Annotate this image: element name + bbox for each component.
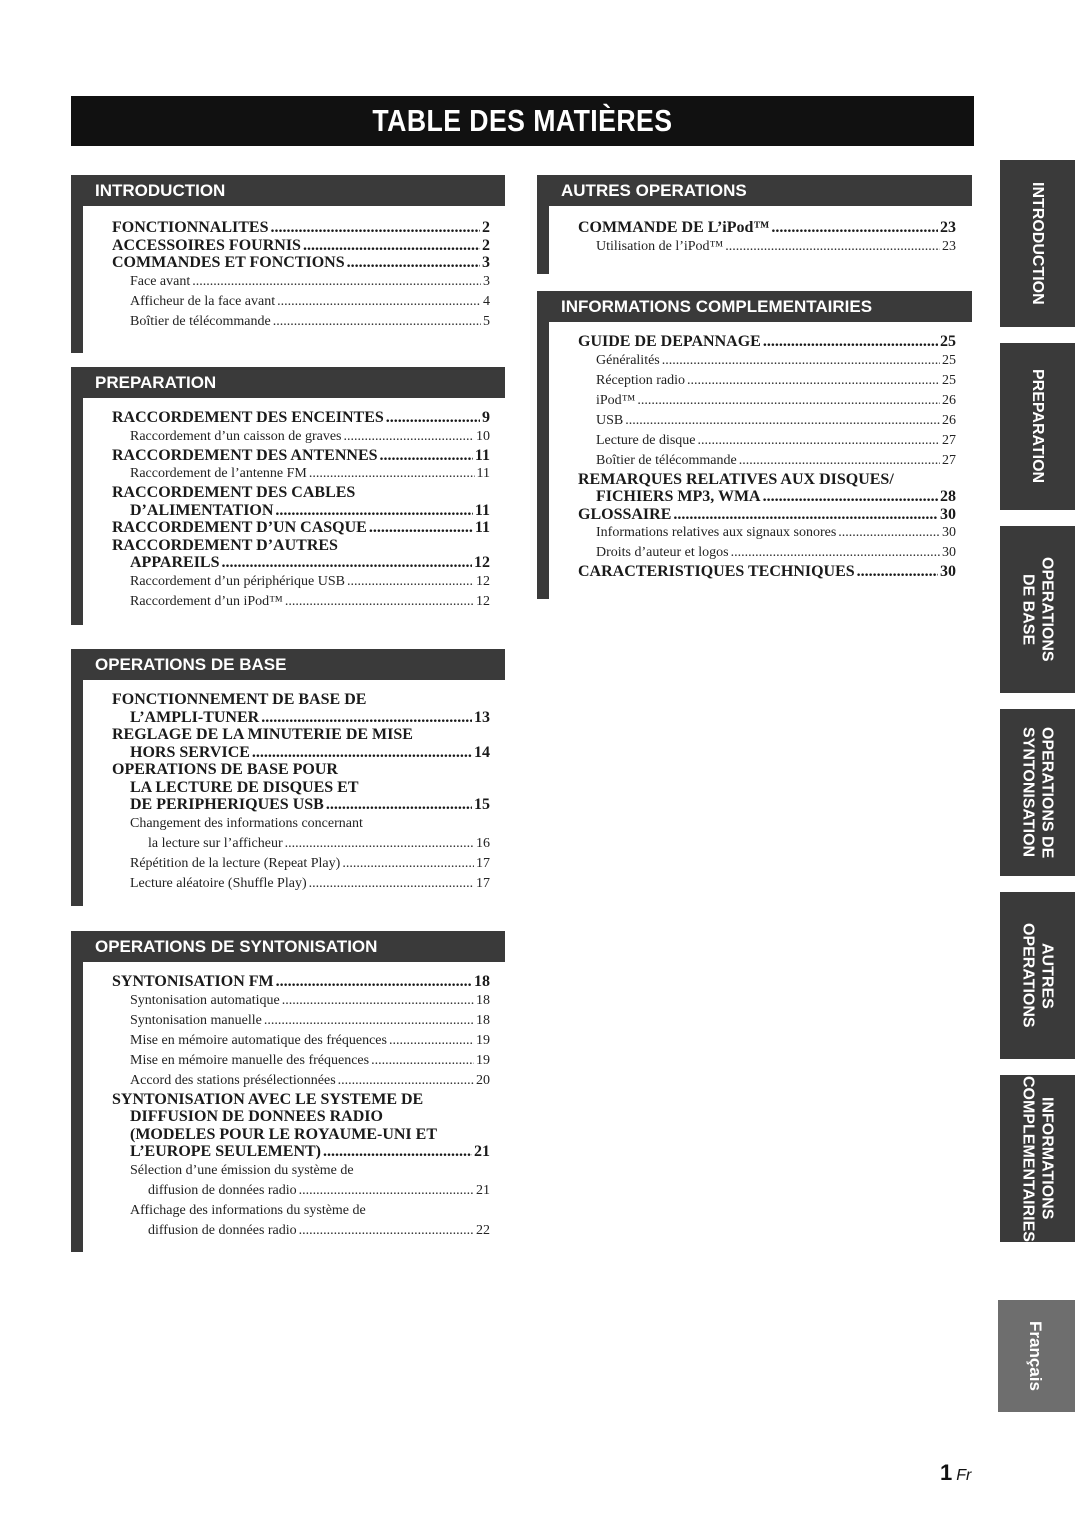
toc-entry-page: 26 bbox=[942, 392, 956, 408]
dot-leader bbox=[275, 502, 472, 520]
page-title: TABLE DES MATIÈRES bbox=[71, 96, 974, 146]
dot-leader bbox=[303, 237, 480, 255]
toc-entry-page: 25 bbox=[942, 352, 956, 368]
tab-language[interactable] bbox=[998, 1300, 1075, 1412]
toc-entry-page: 19 bbox=[476, 1032, 490, 1048]
toc-entry-title: Réception radio bbox=[596, 372, 686, 388]
toc-entry-title: L’EUROPE SEULEMENT) bbox=[130, 1143, 321, 1160]
toc-entry-title: GUIDE DE DEPANNAGE bbox=[578, 333, 761, 350]
toc-entry[interactable] bbox=[112, 1108, 490, 1126]
toc-entry-title: CARACTERISTIQUES TECHNIQUES bbox=[578, 563, 855, 580]
toc-entry-page: 11 bbox=[474, 446, 490, 464]
dot-leader bbox=[261, 709, 472, 727]
toc-entry-title: FICHIERS MP3, WMA bbox=[596, 488, 761, 505]
toc-entry-title: GLOSSAIRE bbox=[578, 505, 672, 523]
dot-leader bbox=[309, 464, 475, 484]
toc-entry-title: Accord des stations présélectionnées bbox=[130, 1072, 336, 1088]
toc-entry[interactable] bbox=[112, 1143, 490, 1161]
tab-label: PREPARATION bbox=[1029, 369, 1046, 484]
toc-entry-title: DIFFUSION DE DONNEES RADIO bbox=[130, 1108, 383, 1125]
dot-leader bbox=[276, 973, 472, 991]
toc-entry-title: Mise en mémoire manuelle des fréquences bbox=[130, 1052, 370, 1068]
dot-leader bbox=[282, 991, 474, 1011]
dot-leader bbox=[725, 237, 940, 257]
section-bar bbox=[537, 322, 549, 599]
toc-entry-page: 28 bbox=[940, 488, 956, 505]
section-bar bbox=[71, 398, 83, 625]
tab-label: AUTRES OPERATIONS bbox=[1019, 923, 1056, 1028]
tab-preparation[interactable] bbox=[1000, 343, 1075, 510]
toc-entry-title: (MODELES POUR LE ROYAUME-UNI ET bbox=[130, 1125, 437, 1143]
toc-entry[interactable] bbox=[112, 973, 490, 991]
tab-operations-de-base[interactable] bbox=[1000, 526, 1075, 693]
toc-entry-title: COMMANDES ET FONCTIONS bbox=[112, 254, 345, 271]
toc-entry-title: Sélection d’une émission du système de bbox=[130, 1162, 354, 1178]
dot-leader bbox=[771, 219, 938, 237]
page-number bbox=[940, 1460, 971, 1486]
dot-leader bbox=[386, 409, 480, 427]
toc-entry-title: RACCORDEMENT DES ANTENNES bbox=[112, 446, 378, 464]
toc-entry[interactable] bbox=[112, 854, 490, 874]
dot-leader bbox=[264, 1011, 474, 1031]
toc-entry-title: LA LECTURE DE DISQUES ET bbox=[130, 778, 359, 796]
toc-list bbox=[112, 691, 490, 894]
dot-leader bbox=[323, 1143, 472, 1161]
dot-leader bbox=[309, 874, 474, 894]
dot-leader bbox=[285, 834, 474, 854]
toc-entry-title: Raccordement d’un iPod™ bbox=[130, 593, 283, 609]
toc-entry[interactable] bbox=[112, 1071, 490, 1091]
section-heading: INTRODUCTION bbox=[71, 175, 505, 206]
toc-entry-title: ACCESSOIRES FOURNIS bbox=[112, 236, 301, 254]
toc-entry[interactable] bbox=[112, 502, 490, 520]
toc-entry-page: 14 bbox=[474, 743, 490, 761]
toc-entry-title: Afficheur de la face avant bbox=[130, 293, 276, 309]
toc-entry[interactable] bbox=[112, 1161, 490, 1181]
toc-entry-title: Mise en mémoire automatique des fréquences bbox=[130, 1032, 387, 1048]
section-operations-de-base bbox=[71, 649, 505, 906]
dot-leader bbox=[299, 1181, 474, 1201]
toc-entry-title: Boîtier de télécommande bbox=[130, 313, 271, 329]
toc-entry[interactable] bbox=[112, 834, 490, 854]
toc-entry[interactable] bbox=[112, 1126, 490, 1144]
toc-entry[interactable] bbox=[578, 523, 956, 543]
dot-leader bbox=[637, 391, 940, 411]
toc-entry[interactable] bbox=[112, 1011, 490, 1031]
toc-entry[interactable] bbox=[578, 431, 956, 451]
toc-entry-title: Répétition de la lecture (Repeat Play) bbox=[130, 855, 341, 871]
toc-entry[interactable] bbox=[112, 254, 490, 272]
toc-entry-page: 11 bbox=[474, 501, 490, 519]
toc-entry-title: Généralités bbox=[596, 352, 660, 368]
toc-entry-page: 13 bbox=[474, 708, 490, 726]
toc-entry-page: 22 bbox=[476, 1222, 490, 1238]
section-autres-operations bbox=[537, 175, 972, 274]
section-bar bbox=[537, 206, 549, 274]
toc-entry-page: 21 bbox=[476, 1182, 490, 1198]
toc-entry-page: 27 bbox=[942, 452, 956, 468]
toc-entry-title: Lecture aléatoire (Shuffle Play) bbox=[130, 875, 307, 891]
dot-leader bbox=[285, 592, 474, 612]
toc-entry-page: 17 bbox=[476, 875, 490, 891]
toc-entry-page: 5 bbox=[483, 313, 490, 329]
dot-leader bbox=[662, 351, 940, 371]
dot-leader bbox=[270, 219, 480, 237]
toc-entry-page: 12 bbox=[474, 554, 490, 571]
toc-entry[interactable] bbox=[112, 409, 490, 427]
toc-entry-page: 12 bbox=[476, 573, 490, 589]
toc-entry[interactable] bbox=[112, 554, 490, 572]
toc-entry-page: 18 bbox=[476, 1012, 490, 1028]
page-number-value: 1 bbox=[940, 1460, 953, 1485]
toc-entry[interactable] bbox=[112, 1181, 490, 1201]
dot-leader bbox=[731, 543, 940, 563]
toc-entry[interactable] bbox=[112, 1031, 490, 1051]
tab-introduction[interactable] bbox=[1000, 160, 1075, 327]
toc-entry[interactable] bbox=[112, 744, 490, 762]
toc-entry-title: Syntonisation automatique bbox=[130, 992, 280, 1008]
section-bar bbox=[71, 206, 83, 353]
toc-entry-page: 19 bbox=[476, 1052, 490, 1068]
toc-entry[interactable] bbox=[578, 351, 956, 371]
toc-entry[interactable] bbox=[112, 691, 490, 709]
toc-list bbox=[112, 973, 490, 1241]
section-heading: INFORMATIONS COMPLEMENTAIRIES bbox=[537, 291, 972, 322]
toc-entry-title: Face avant bbox=[130, 273, 191, 289]
dot-leader bbox=[857, 563, 938, 581]
toc-entry-title: RACCORDEMENT DES CABLES bbox=[112, 484, 356, 501]
section-heading: AUTRES OPERATIONS bbox=[537, 175, 972, 206]
section-heading: OPERATIONS DE BASE bbox=[71, 649, 505, 680]
toc-entry[interactable] bbox=[112, 447, 490, 465]
toc-entry-title: COMMANDE DE L’iPod™ bbox=[578, 219, 770, 236]
dot-leader bbox=[389, 1031, 474, 1051]
toc-entry-title: OPERATIONS DE BASE POUR bbox=[112, 761, 338, 778]
toc-entry[interactable] bbox=[112, 537, 490, 555]
toc-entry-title: L’AMPLI-TUNER bbox=[130, 708, 260, 726]
toc-entry-title: RACCORDEMENT DES ENCEINTES bbox=[112, 409, 384, 426]
toc-entry-title: Informations relatives aux signaux sonores bbox=[596, 525, 837, 540]
section-bar bbox=[71, 680, 83, 906]
toc-list bbox=[112, 409, 490, 612]
toc-entry-title: RACCORDEMENT D’UN CASQUE bbox=[112, 519, 367, 536]
toc-entry[interactable] bbox=[112, 796, 490, 814]
toc-entry-title: iPod™ bbox=[596, 392, 636, 408]
toc-entry-title: Boîtier de télécommande bbox=[596, 452, 737, 468]
toc-entry-title: Raccordement de l’antenne FM bbox=[130, 466, 307, 481]
toc-entry-title: APPAREILS bbox=[130, 554, 220, 571]
toc-entry[interactable] bbox=[578, 333, 956, 351]
dot-leader bbox=[687, 371, 940, 391]
section-introduction bbox=[71, 175, 505, 353]
toc-entry[interactable] bbox=[112, 874, 490, 894]
tab-label: Français bbox=[1026, 1321, 1045, 1391]
toc-entry[interactable] bbox=[578, 391, 956, 411]
toc-entry-title: D’ALIMENTATION bbox=[130, 501, 274, 519]
toc-entry[interactable] bbox=[112, 814, 490, 834]
dot-leader bbox=[347, 254, 480, 272]
toc-entry-title: diffusion de données radio bbox=[148, 1182, 297, 1198]
dot-leader bbox=[273, 312, 481, 332]
dot-leader bbox=[192, 272, 481, 292]
toc-entry-page: 25 bbox=[940, 333, 956, 350]
toc-entry[interactable] bbox=[112, 464, 490, 484]
toc-entry-page: 30 bbox=[940, 505, 956, 523]
toc-entry[interactable] bbox=[112, 1051, 490, 1071]
toc-entry[interactable] bbox=[578, 411, 956, 431]
toc-entry-title: diffusion de données radio bbox=[148, 1222, 297, 1238]
toc-entry[interactable] bbox=[112, 726, 490, 744]
dot-leader bbox=[739, 451, 940, 471]
toc-entry-title: FONCTIONNALITES bbox=[112, 219, 269, 236]
toc-entry-title: Utilisation de l’iPod™ bbox=[596, 238, 724, 254]
toc-entry-page: 11 bbox=[476, 466, 490, 481]
toc-entry-page: 3 bbox=[482, 254, 490, 271]
toc-entry[interactable] bbox=[112, 219, 490, 237]
toc-entry-page: 12 bbox=[476, 593, 490, 609]
tab-label: INFORMATIONS COMPLEMENTAIRIES bbox=[1019, 1075, 1056, 1242]
toc-entry-page: 16 bbox=[476, 835, 490, 851]
toc-entry[interactable] bbox=[112, 292, 490, 312]
toc-entry-title: la lecture sur l’afficheur bbox=[148, 835, 283, 851]
tab-autres-operations[interactable] bbox=[1000, 892, 1075, 1059]
tab-label: OPERATIONS DE SYNTONISATION bbox=[1019, 726, 1056, 859]
toc-entry-page: 23 bbox=[942, 238, 956, 254]
toc-entry-page: 17 bbox=[476, 855, 490, 871]
tab-label: INTRODUCTION bbox=[1029, 182, 1046, 305]
toc-entry-title: Raccordement d’un périphérique USB bbox=[130, 573, 345, 589]
section-informations bbox=[537, 291, 972, 599]
toc-entry[interactable] bbox=[578, 563, 956, 581]
toc-entry-page: 20 bbox=[476, 1072, 490, 1088]
toc-entry-title: USB bbox=[596, 412, 624, 428]
toc-entry-page: 18 bbox=[474, 973, 490, 990]
toc-entry[interactable] bbox=[578, 543, 956, 563]
tab-label: OPERATIONS DE BASE bbox=[1019, 557, 1056, 662]
dot-leader bbox=[371, 1051, 474, 1071]
toc-entry[interactable] bbox=[578, 219, 956, 237]
toc-entry[interactable] bbox=[112, 761, 490, 779]
toc-list bbox=[578, 219, 956, 257]
toc-entry-page: 11 bbox=[474, 519, 490, 536]
toc-entry[interactable] bbox=[112, 1091, 490, 1109]
toc-entry[interactable] bbox=[112, 484, 490, 502]
toc-entry-page: 2 bbox=[482, 219, 490, 236]
toc-list bbox=[578, 333, 956, 581]
dot-leader bbox=[698, 431, 940, 451]
toc-entry[interactable] bbox=[112, 779, 490, 797]
dot-leader bbox=[277, 292, 481, 312]
toc-entry-page: 30 bbox=[942, 525, 956, 540]
section-preparation bbox=[71, 367, 505, 625]
toc-entry-title: Droits d’auteur et logos bbox=[596, 545, 729, 560]
toc-entry-title: Affichage des informations du système de bbox=[130, 1202, 366, 1218]
dot-leader bbox=[343, 427, 474, 447]
section-heading: PREPARATION bbox=[71, 367, 505, 398]
toc-entry[interactable] bbox=[578, 451, 956, 471]
toc-entry-page: 10 bbox=[476, 428, 490, 444]
dot-leader bbox=[380, 447, 473, 465]
dot-leader bbox=[338, 1071, 474, 1091]
toc-entry-title: Syntonisation manuelle bbox=[130, 1012, 262, 1028]
toc-entry[interactable] bbox=[112, 1201, 490, 1221]
toc-entry-title: REGLAGE DE LA MINUTERIE DE MISE bbox=[112, 726, 413, 743]
dot-leader bbox=[299, 1221, 474, 1241]
toc-entry-title: HORS SERVICE bbox=[130, 743, 250, 761]
toc-entry-title: RACCORDEMENT D’AUTRES bbox=[112, 536, 338, 554]
toc-entry-page: 18 bbox=[476, 992, 490, 1008]
toc-entry[interactable] bbox=[112, 572, 490, 592]
dot-leader bbox=[763, 488, 938, 506]
tab-operations-de-syntonisation[interactable] bbox=[1000, 709, 1075, 876]
dot-leader bbox=[369, 519, 473, 537]
toc-entry[interactable] bbox=[112, 991, 490, 1011]
toc-entry-page: 25 bbox=[942, 372, 956, 388]
section-heading: OPERATIONS DE SYNTONISATION bbox=[71, 931, 505, 962]
toc-entry[interactable] bbox=[112, 312, 490, 332]
toc-entry[interactable] bbox=[112, 1221, 490, 1241]
toc-entry[interactable] bbox=[578, 488, 956, 506]
toc-entry-page: 27 bbox=[942, 432, 956, 448]
toc-entry-title: REMARQUES RELATIVES AUX DISQUES/ bbox=[578, 470, 894, 488]
toc-list bbox=[112, 219, 490, 332]
toc-entry-page: 2 bbox=[482, 236, 490, 254]
dot-leader bbox=[326, 796, 472, 814]
toc-entry[interactable] bbox=[578, 371, 956, 391]
toc-entry[interactable] bbox=[112, 427, 490, 447]
toc-entry[interactable] bbox=[112, 592, 490, 612]
page-lang: Fr bbox=[956, 1467, 972, 1484]
dot-leader bbox=[625, 411, 940, 431]
toc-entry-title: FONCTIONNEMENT DE BASE DE bbox=[112, 691, 367, 708]
toc-entry-title: Changement des informations concernant bbox=[130, 815, 363, 831]
dot-leader bbox=[347, 572, 474, 592]
dot-leader bbox=[763, 333, 938, 351]
toc-entry[interactable] bbox=[112, 709, 490, 727]
toc-entry[interactable] bbox=[112, 272, 490, 292]
toc-entry-page: 23 bbox=[940, 219, 956, 236]
toc-entry-page: 30 bbox=[942, 545, 956, 560]
toc-entry-title: Lecture de disque bbox=[596, 432, 696, 448]
toc-entry-page: 15 bbox=[474, 796, 490, 813]
toc-entry-page: 4 bbox=[483, 293, 490, 309]
toc-entry[interactable] bbox=[578, 237, 956, 257]
toc-entry[interactable] bbox=[578, 471, 956, 489]
toc-entry-page: 26 bbox=[942, 412, 956, 428]
toc-entry-page: 3 bbox=[483, 273, 490, 289]
dot-leader bbox=[342, 854, 474, 874]
section-syntonisation bbox=[71, 931, 505, 1252]
toc-entry-title: SYNTONISATION FM bbox=[112, 973, 274, 990]
toc-entry[interactable] bbox=[112, 519, 490, 537]
dot-leader bbox=[838, 523, 940, 543]
toc-entry-title: Raccordement d’un caisson de graves bbox=[130, 428, 342, 444]
tab-informations-complementairies[interactable] bbox=[1000, 1075, 1075, 1242]
toc-entry-page: 9 bbox=[482, 409, 490, 426]
dot-leader bbox=[673, 506, 938, 524]
section-bar bbox=[71, 962, 83, 1252]
toc-entry-title: SYNTONISATION AVEC LE SYSTEME DE bbox=[112, 1090, 424, 1108]
toc-entry-page: 21 bbox=[474, 1143, 490, 1160]
dot-leader bbox=[252, 744, 472, 762]
toc-entry-page: 30 bbox=[940, 563, 956, 580]
toc-entry[interactable] bbox=[578, 506, 956, 524]
toc-entry-title: DE PERIPHERIQUES USB bbox=[130, 796, 324, 813]
dot-leader bbox=[222, 554, 473, 572]
toc-entry[interactable] bbox=[112, 237, 490, 255]
